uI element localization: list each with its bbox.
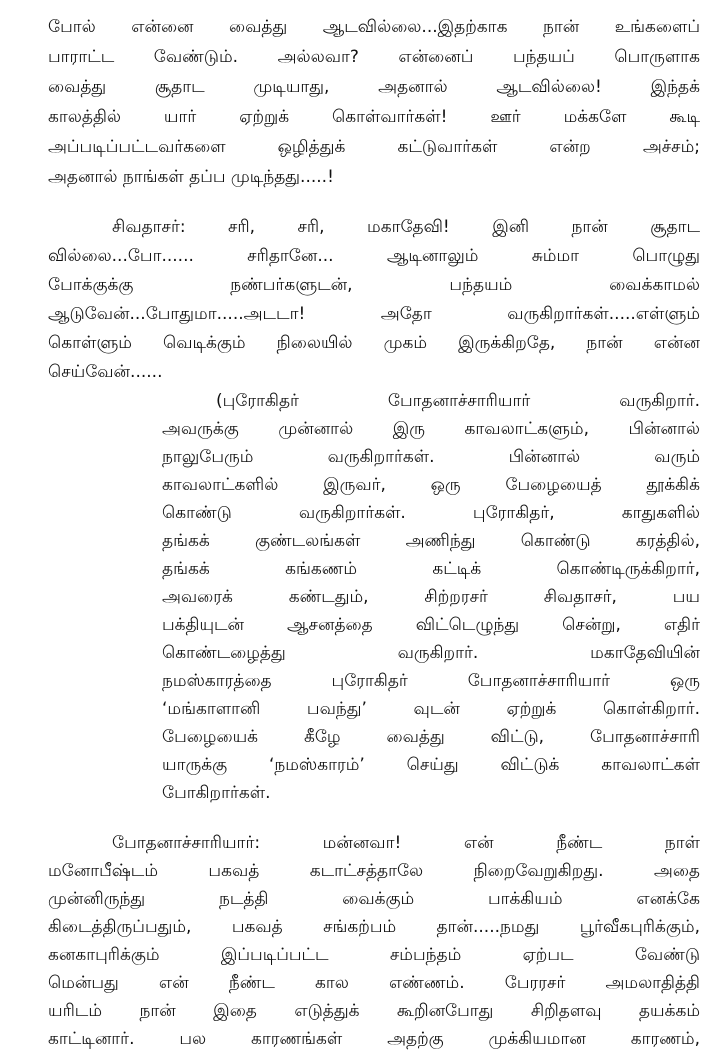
paragraph-4-line-6: மென்பது என் நீண்ட கால எண்ணம். பேரரசர் அமலாதித்தி [48,973,700,993]
paragraph-4-line-4: கிடைத்திருப்பதும், பகவத் சங்கற்பம் தான்.....நமது பூர்வீகபுரிக்கும், [48,917,700,937]
stage-direction-line-13: பேழையைக் கீழே வைத்து விட்டு, போதனாச்சாரி [162,727,700,747]
stage-direction-line-1: (புரோகிதர் போதனாச்சாரியார் வருகிறார். [216,391,700,411]
paragraph-1-line-5: அப்படிப்பட்டவர்களை ஒழித்துக் கட்டுவார்கள் என்ற அச்சம்; [48,137,700,157]
paragraph-1-line-3: வைத்து சூதாட முடியாது, அதனால் ஆடவில்லை! இந்தக் [48,77,700,97]
stage-direction-line-10: கொண்டழைத்து வருகிறார். மகாதேவியின் [162,643,700,663]
paragraph-4-line-2: மனோபீஷ்டம் பகவத் கடாட்சத்தாலே நிறைவேறுகிறது. அதை [48,861,700,881]
stage-direction-line-2: அவருக்கு முன்னால் இரு காவலாட்களும், பின்னால் [162,419,700,439]
paragraph-4-line-5: கனகாபுரிக்கும் இப்படிப்பட்ட சம்பந்தம் ஏற்பட வேண்டு [48,945,700,965]
stage-direction-line-3: நாலுபேரும் வருகிறார்கள். பின்னால் வரும் [162,447,700,467]
stage-direction-line-9: பக்தியுடன் ஆசனத்தை விட்டெழுந்து சென்று, எதிர் [162,615,700,635]
stage-direction-line-15: போகிறார்கள். [162,783,271,803]
paragraph-4-line-3: முன்னிருந்து நடத்தி வைக்கும் பாக்கியம் எனக்கே [48,889,700,909]
stage-direction-line-4: காவலாட்களில் இருவர், ஒரு பேழையைத் தூக்கிக் [162,475,700,495]
stage-direction-line-14: யாருக்கு ‘நமஸ்காரம்’ செய்து விட்டுக் காவலாட்கள் [162,755,700,775]
paragraph-4-line-7: யரிடம் நான் இதை எடுத்துக் கூறினபோது சிறிதளவு தயக்கம் [48,1001,700,1021]
paragraph-1-line-6: அதனால் நாங்கள் தப்ப முடிந்தது.....! [48,167,334,187]
stage-direction-line-11: நமஸ்காரத்தை புரோகிதர் போதனாச்சாரியார் ஒரு [162,671,700,691]
paragraph-2-line-6: செய்வேன்...... [48,362,163,382]
stage-direction-line-7: தங்கக் கங்கணம் கட்டிக் கொண்டிருக்கிறார், [162,559,700,579]
paragraph-2-line-2: வில்லை...போ...... சரிதானே... ஆடினாலும் சும்மா பொழுது [48,246,700,266]
paragraph-2-line-1: சிவதாசர்: சரி, சரி, மகாதேவி! இனி நான் சூதாட [112,217,700,237]
paragraph-2-line-4: ஆடுவேன்...போதுமா.....அடடா! அதோ வருகிறார்கள்.....எள்ளும் [48,304,700,324]
stage-direction-line-8: அவரைக் கண்டதும், சிற்றரசர் சிவதாசர், பய [162,587,700,607]
stage-direction-line-5: கொண்டு வருகிறார்கள். புரோகிதர், காதுகளில் [162,503,700,523]
paragraph-1-line-4: காலத்தில் யார் ஏற்றுக் கொள்வார்கள்! ஊர் மக்களே கூடி [48,107,700,127]
paragraph-4-line-1: போதனாச்சாரியார்: மன்னவா! என் நீண்ட நாள் [112,833,700,853]
paragraph-2-line-5: கொள்ளும் வெடிக்கும் நிலையில் முகம் இருக்கிறதே, நான் என்ன [48,333,700,353]
stage-direction-line-6: தங்கக் குண்டலங்கள் அணிந்து கொண்டு கரத்தில், [162,531,700,551]
paragraph-2-line-3: போக்குக்கு நண்பர்களுடன், பந்தயம் வைக்காமல் [48,275,700,295]
paragraph-1-line-2: பாராட்ட வேண்டும். அல்லவா? என்னைப் பந்தயப் பொருளாக [48,47,700,67]
paragraph-1-line-1: போல் என்னை வைத்து ஆடவில்லை...இதற்காக நான் உங்களைப் [48,17,700,37]
stage-direction-line-12: ‘மங்காளானி பவந்து’ வுடன் ஏற்றுக் கொள்கிறார். [162,699,700,719]
paragraph-4-line-8: காட்டினார். பல காரணங்கள் அதற்கு முக்கியமான காரணம், [48,1029,700,1049]
